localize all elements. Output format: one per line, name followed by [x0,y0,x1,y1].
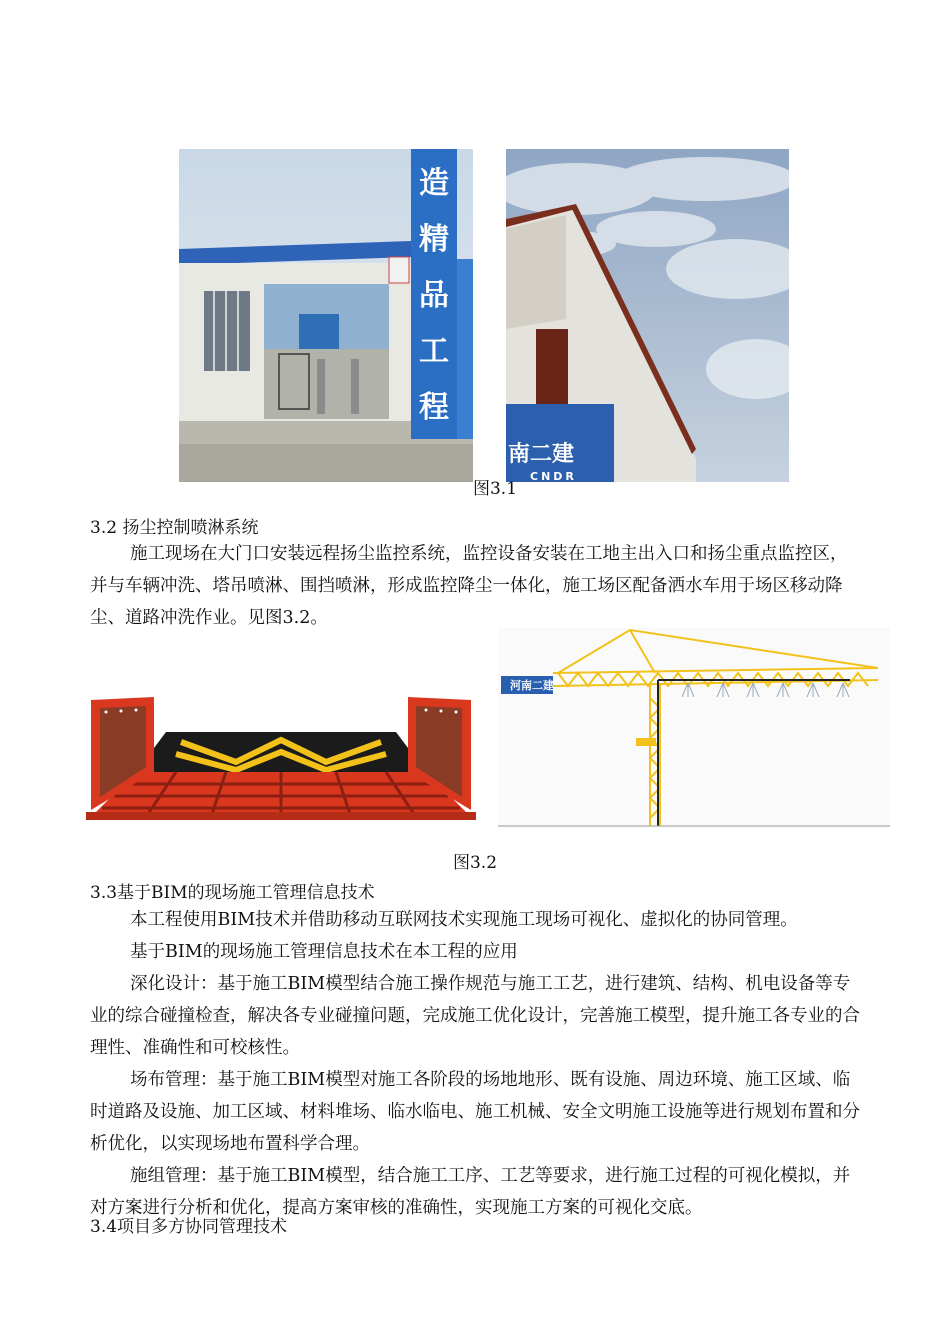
paragraph: 基于BIM的现场施工管理信息技术在本工程的应用 [130,942,518,962]
paragraph: 施组管理：基于施工BIM模型，结合施工工序、工艺等要求，进行施工过程的可视化模拟，并对方案进行分析和优化，提高方案审核的准确性，实现施工方案的可视化交底。 [90,1166,851,1218]
paragraph: 场布管理：基于施工BIM模型对施工各阶段的场地地形、既有设施、周边环境、施工区域、临时道路及设施、加工区域、材料堆场、临水临电、施工机械、安全文明施工设施等进行规划布置和分析优化，以实现场地布置科学合理。 [90,1070,860,1154]
section-heading-3-3: 3.3基于BIM的现场施工管理信息技术 [90,883,375,903]
sign-char: 精 [419,222,449,257]
figure-caption-3-1: 图3.1 [472,479,518,499]
paragraph: 本工程使用BIM技术并借助移动互联网技术实现施工现场可视化、虚拟化的协同管理。 [130,910,798,930]
section-paragraph-3-2 [90,538,860,634]
image-tower-crane [498,628,890,828]
section-heading-3-2: 3.2 扬尘控制喷淋系统 [90,518,259,538]
figure-caption-3-2: 图3.2 [452,853,498,873]
paragraph: 施工现场在大门口安装远程扬尘监控系统，监控设备安装在工地主出入口和扬尘重点监控区，并与车辆冲洗、塔吊喷淋、围挡喷淋，形成监控降尘一体化，施工场区配备洒水车用于场区移动降尘、道路冲洗作业。见图3.2。 [90,544,848,628]
sign-char: 造 [419,166,449,201]
sign-char: 工 [419,334,449,369]
photo-roof-sky [506,149,789,482]
banner-subtext: CNDR [530,470,577,483]
sign-char: 品 [419,278,449,313]
vertical-sign [411,158,457,438]
image-vehicle-wash [86,672,476,822]
banner-text: 南二建 [508,442,575,467]
section-paragraphs-3-3 [90,904,860,1224]
section-heading-3-4: 3.4项目多方协同管理技术 [90,1217,288,1237]
paragraph: 深化设计：基于施工BIM模型结合施工操作规范与施工工艺，进行建筑、结构、机电设备等专业的综合碰撞检查，解决各专业碰撞问题，完成施工优化设计，完善施工模型，提升施工各专业的合理性、准确性和可校核性。 [90,974,860,1058]
crane-sign-label: 河南二建 [510,679,554,692]
sign-char: 程 [419,390,449,425]
